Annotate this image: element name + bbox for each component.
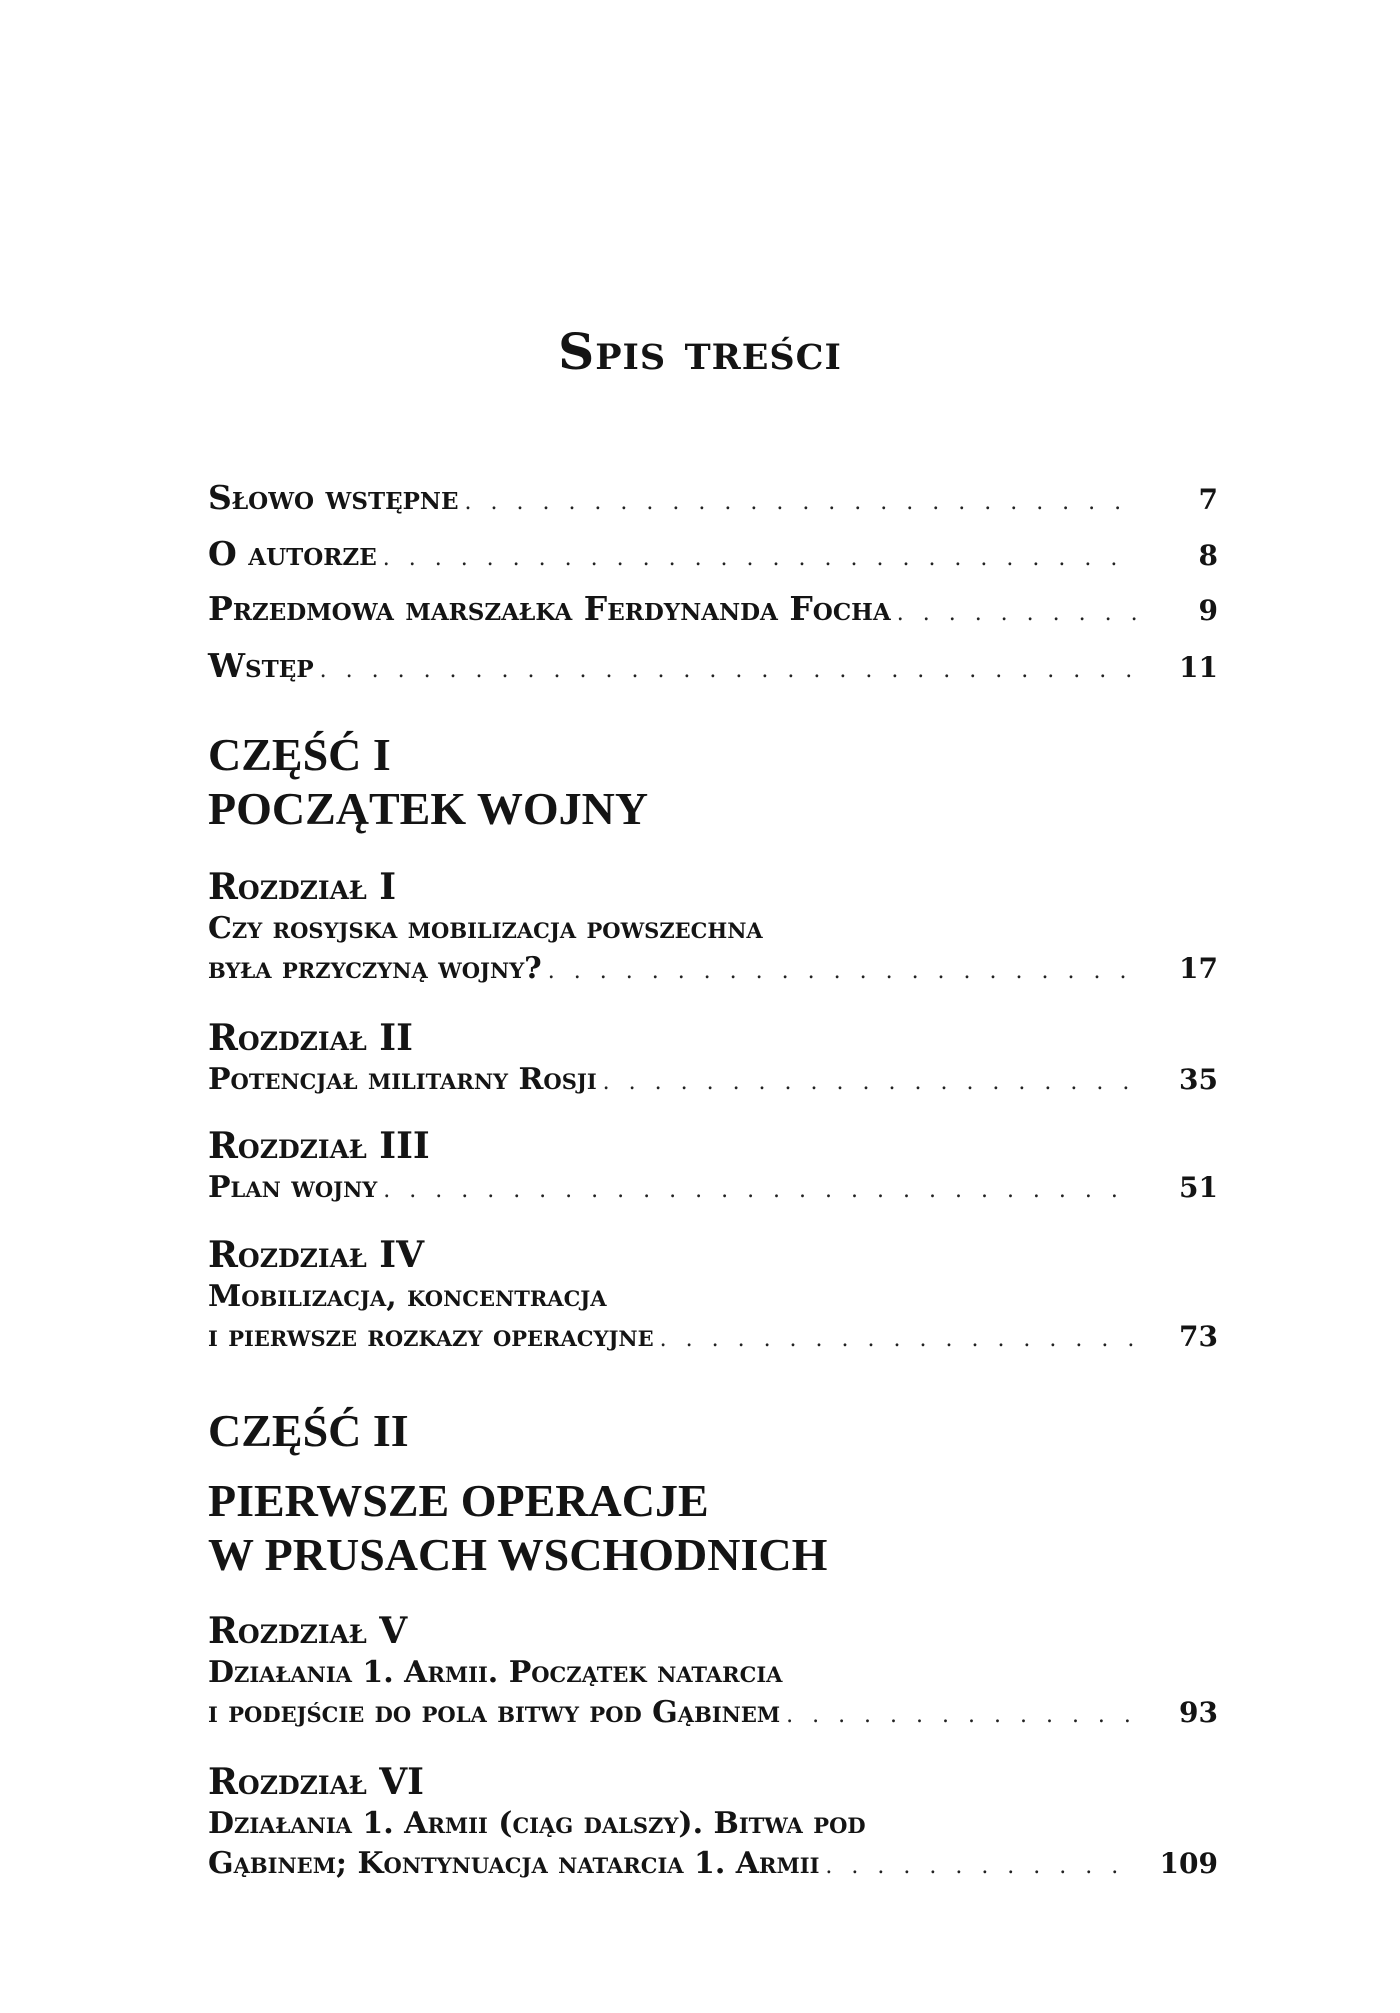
chapter-title-line: była przyczyną wojny? xyxy=(208,951,542,986)
part-title-line: W PRUSACH WSCHODNICH xyxy=(208,1529,828,1580)
leader-dots xyxy=(548,952,1136,992)
chapter-title-line: i pierwsze rozkazy operacyjne xyxy=(208,1319,654,1354)
page-number: 8 xyxy=(1198,539,1218,572)
page-number: 93 xyxy=(1179,1696,1218,1729)
part-label: CZĘŚĆ I xyxy=(208,729,391,780)
chapter-title-line: Potencjał militarny Rosji xyxy=(208,1062,597,1097)
part-heading-2 xyxy=(208,1474,1218,1582)
leader-dots xyxy=(465,483,1137,523)
toc-entry-chapter-6[interactable] xyxy=(208,1760,1218,1884)
toc-entry-chapter-3[interactable] xyxy=(208,1124,1218,1208)
leader-dots xyxy=(320,651,1136,691)
chapter-title-line: i podejście do pola bitwy pod Gąbinem xyxy=(208,1695,781,1730)
toc-entry-wstep[interactable] xyxy=(208,646,1218,686)
toc-entry-o-autorze[interactable] xyxy=(208,534,1218,574)
leader-dots xyxy=(603,1063,1136,1103)
page-number: 51 xyxy=(1179,1171,1218,1204)
toc-entry-przedmowa[interactable] xyxy=(208,589,1218,629)
page-number: 109 xyxy=(1159,1847,1218,1880)
chapter-title-line: Czy rosyjska mobilizacja powszechna xyxy=(208,911,763,946)
leader-dots xyxy=(383,1171,1136,1211)
entry-label: O autorze xyxy=(208,534,377,573)
entry-label: Słowo wstępne xyxy=(208,478,459,517)
part-title-line: PIERWSZE OPERACJE xyxy=(208,1475,709,1526)
page-number: 73 xyxy=(1179,1320,1218,1353)
toc-entry-chapter-4[interactable] xyxy=(208,1233,1218,1357)
toc-entry-chapter-2[interactable] xyxy=(208,1016,1218,1100)
leader-dots xyxy=(897,594,1136,634)
toc-entry-chapter-5[interactable] xyxy=(208,1609,1218,1733)
leader-dots xyxy=(383,539,1136,579)
entry-label: Wstęp xyxy=(208,646,314,685)
chapter-label: Rozdział III xyxy=(208,1125,430,1167)
page-number: 9 xyxy=(1198,594,1218,627)
page-number: 11 xyxy=(1179,651,1218,684)
part-title: POCZĄTEK WOJNY xyxy=(208,783,649,834)
leader-dots xyxy=(786,1696,1136,1736)
page-number: 35 xyxy=(1179,1063,1218,1096)
toc-entry-slowo-wstepne[interactable] xyxy=(208,478,1218,518)
chapter-title-line: Działania 1. Armii. Początek natarcia xyxy=(208,1655,783,1690)
chapter-title-line: Plan wojny xyxy=(208,1170,378,1205)
chapter-label: Rozdział V xyxy=(208,1610,408,1652)
part-heading-1 xyxy=(208,728,1218,836)
page-number: 17 xyxy=(1179,952,1218,985)
chapter-label: Rozdział II xyxy=(208,1017,413,1059)
entry-label: Przedmowa marszałka Ferdynanda Focha xyxy=(208,589,891,628)
chapter-label: Rozdział IV xyxy=(208,1234,425,1276)
page-title: Spis treści xyxy=(558,322,842,381)
leader-dots xyxy=(660,1320,1136,1360)
chapter-label: Rozdział VI xyxy=(208,1761,425,1803)
page-number: 7 xyxy=(1198,483,1218,516)
part-label-2: CZĘŚĆ II xyxy=(208,1405,409,1456)
leader-dots xyxy=(825,1847,1136,1887)
toc-entry-chapter-1[interactable] xyxy=(208,865,1218,989)
chapter-title-line: Mobilizacja, koncentracja xyxy=(208,1279,607,1314)
chapter-title-line: Gąbinem; Kontynuacja natarcia 1. Armii xyxy=(208,1846,820,1881)
chapter-label: Rozdział I xyxy=(208,866,397,908)
chapter-title-line: Działania 1. Armii (ciąg dalszy). Bitwa pod xyxy=(208,1806,866,1841)
